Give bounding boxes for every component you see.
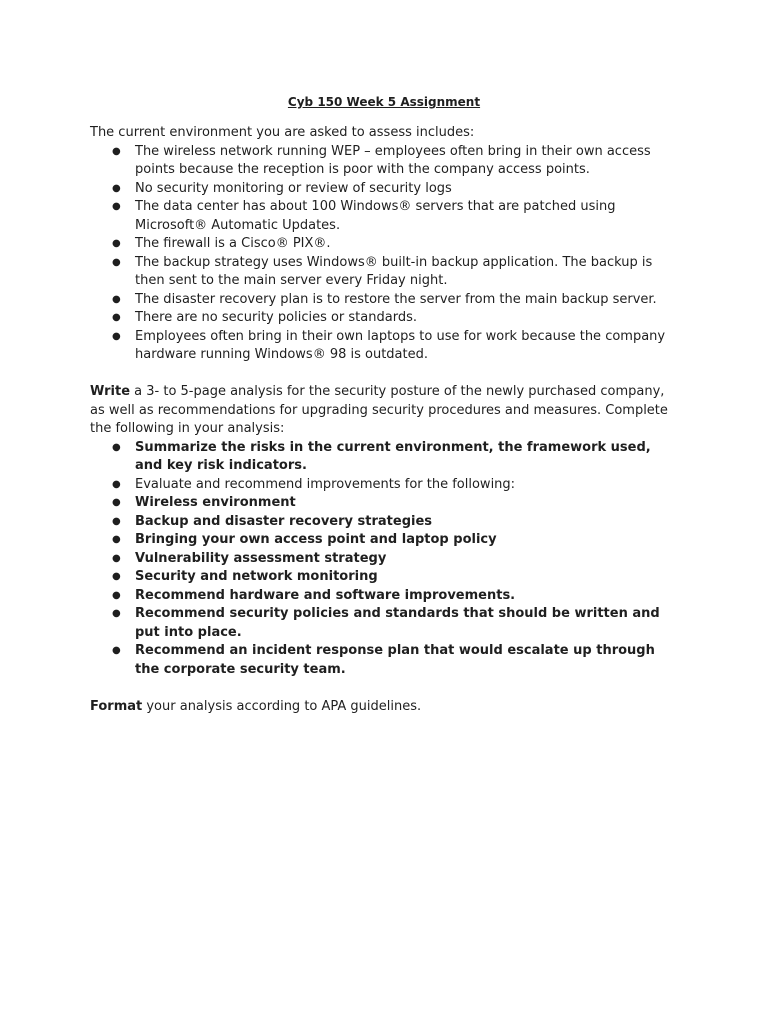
bullet-icon: ●	[112, 589, 121, 601]
list-item	[90, 494, 678, 513]
intro-paragraph: The current environment you are asked to assess includes:	[90, 125, 475, 140]
list-item-text: Bringing your own access point and laptop policy	[135, 532, 497, 547]
list-item-text: Recommend security policies and standards that should be written and put into place.	[135, 606, 660, 640]
list-item	[90, 180, 678, 199]
bullet-icon: ●	[112, 552, 121, 564]
bullet-icon: ●	[112, 238, 121, 249]
bullet-icon: ●	[112, 293, 121, 305]
list-item	[90, 328, 678, 365]
write-lead: Write	[90, 384, 131, 399]
format-paragraph	[90, 698, 678, 717]
list-item	[90, 235, 678, 254]
bullet-icon: ●	[112, 497, 121, 508]
list-item	[90, 143, 678, 180]
list-item	[90, 254, 678, 291]
bullet-icon: ●	[112, 534, 121, 545]
bullet-icon: ●	[112, 645, 121, 656]
bullet-icon: ●	[112, 515, 121, 527]
list-item	[90, 309, 678, 328]
list-item-text: Recommend hardware and software improvements.	[135, 587, 516, 603]
list-item-text: No security monitoring or review of security logs	[135, 180, 452, 196]
bullet-icon: ●	[112, 312, 121, 323]
list-item-text: Employees often bring in their own laptops to use for work because the company hardware running Windows® 98 is outdated.	[135, 328, 666, 362]
write-paragraph	[90, 383, 678, 439]
list-item-text: Summarize the risks in the current environment, the framework used, and key risk indicators.	[135, 439, 651, 473]
environment-list	[90, 143, 678, 365]
list-item-text: Wireless environment	[135, 495, 296, 510]
list-item	[90, 513, 678, 532]
list-item	[90, 531, 678, 550]
bullet-icon: ●	[112, 330, 121, 342]
bullet-icon: ●	[112, 441, 121, 453]
format-lead: Format	[90, 698, 143, 714]
list-item	[90, 198, 678, 235]
bullet-icon: ●	[112, 571, 121, 582]
list-item	[90, 476, 678, 495]
format-text: your analysis according to APA guidelines.	[142, 698, 422, 714]
paragraph-gap	[90, 679, 678, 698]
list-item-text: The firewall is a Cisco® PIX®.	[135, 236, 331, 251]
list-item	[90, 439, 678, 476]
bullet-icon: ●	[112, 182, 121, 194]
list-item	[90, 587, 678, 606]
list-item-text: There are no security policies or standards.	[135, 310, 417, 325]
bullet-icon: ●	[112, 145, 121, 157]
list-item	[90, 291, 678, 310]
list-item-text: The disaster recovery plan is to restore the server from the main backup server.	[135, 291, 657, 307]
list-item-text: Evaluate and recommend improvements for the following:	[135, 476, 516, 492]
list-item	[90, 642, 678, 679]
document-title: Cyb 150 Week 5 Assignment	[287, 95, 481, 109]
list-item-text: Security and network monitoring	[135, 569, 378, 584]
list-item-text: Vulnerability assessment strategy	[135, 550, 387, 566]
bullet-icon: ●	[112, 478, 121, 490]
list-item-text: The data center has about 100 Windows® servers that are patched using Microsoft® Automatic Updates.	[135, 199, 616, 233]
list-item-text: Recommend an incident response plan that would escalate up through the corporate security team.	[135, 643, 655, 677]
bullet-icon: ●	[112, 256, 121, 268]
analysis-list	[90, 439, 678, 680]
paragraph-gap	[90, 365, 678, 384]
list-item	[90, 568, 678, 587]
list-item-text: The backup strategy uses Windows® built-in backup application. The backup is then sent to the main server every Friday night.	[135, 254, 653, 288]
bullet-icon: ●	[112, 201, 121, 212]
bullet-icon: ●	[112, 608, 121, 619]
list-item-text: Backup and disaster recovery strategies	[135, 513, 433, 529]
list-item	[90, 605, 678, 642]
list-item	[90, 550, 678, 569]
list-item-text: The wireless network running WEP – employees often bring in their own access points because the reception is poor with the company access points.	[135, 143, 651, 177]
write-text: a 3- to 5-page analysis for the security posture of the newly purchased company, as well as recommendations for upgrading security procedures and measures. Complete the following in your analysis:	[90, 384, 668, 436]
